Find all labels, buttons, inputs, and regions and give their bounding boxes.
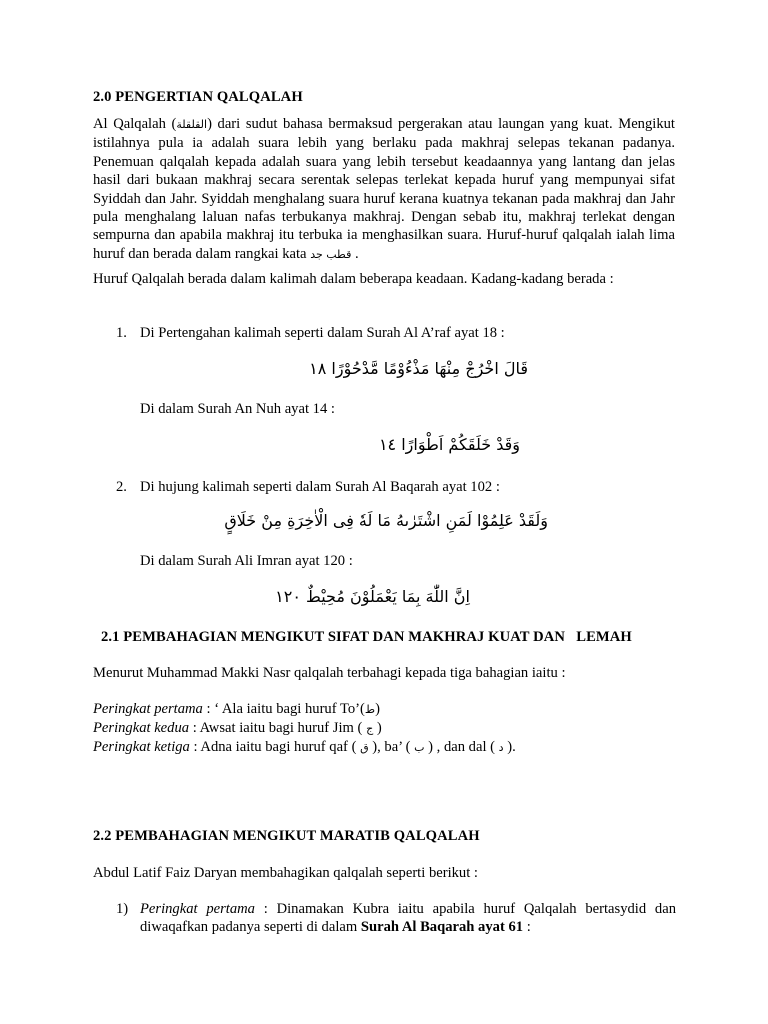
list-number: 1. <box>116 325 127 341</box>
level-letter: ق <box>360 741 369 754</box>
level-label: Peringkat pertama <box>140 901 255 917</box>
list-number: 2. <box>116 479 127 495</box>
list-item <box>116 900 676 937</box>
verse-al-baqarah-102: وَلَقَدْ عَلِمُوْا لَمَنِ اشْتَرٰىهُ مَا لَهٗ فِى الْاٰخِرَةِ مِنْ خَلَاقٍ <box>224 511 548 530</box>
p1-start: Al Qalqalah ( <box>93 116 177 132</box>
level-label: Peringkat ketiga <box>93 739 190 755</box>
p1-arabic-term: القلقلة <box>176 118 208 131</box>
verse-ali-imran-120: اِنَّ اللّٰهَ بِمَا يَعْمَلُوْنَ مُحِيْطٌ ۱۲۰ <box>275 587 470 606</box>
list-subtext: Di dalam Surah Ali Imran ayat 120 : <box>140 553 353 569</box>
list-item <box>116 324 676 342</box>
level-end: ). <box>503 739 516 755</box>
surah-reference: Surah Al Baqarah ayat 61 <box>360 919 524 936</box>
level-text: ), ba’ ( <box>368 739 415 755</box>
level-end: ) <box>375 701 380 717</box>
section-heading-2-1: 2.1 PEMBAHAGIAN MENGIKUT SIFAT DAN MAKHRAJ KUAT DAN LEMAH <box>101 629 632 645</box>
level-label: Peringkat kedua <box>93 720 190 736</box>
p1-body: ) dari sudut bahasa bermaksud pergerakan atau laungan yang kuat. Mengikut istilahnya pula ia adalah suara lebih yang berlaku pada makhraj selepas tekanan padanya. Penemuan qalqalah kepada adalah suara yang lebih tersebut keadaannya yang lantang dan jelas hasil dari bukaan makhraj secara serentak selepas terlekat kepada huruf yang mempunyai sifat Syiddah dan Jahr. Syiddah menghalang suara huruf kerana kuatnya tekanan pada makhraj dan Jahr pula menghalang laluan nafas terbukanya makhraj. Dengan sebab itu, makhraj terlekat dengan sempurna dan apabila makhraj itu terbuka ia menghasilkan suara. Huruf-huruf qalqalah ialah lima huruf dan berada dalam rangkai kata <box>93 116 675 262</box>
level-text: ) , dan dal ( <box>424 739 499 755</box>
level-end: ) <box>373 720 382 736</box>
verse-al-araf-18: قَالَ اخْرُجْ مِنْهَا مَذْءُوْمًا مَّدْحُوْرًا ۱۸ <box>309 359 528 378</box>
section-heading-2-0: 2.0 PENGERTIAN QALQALAH <box>93 89 303 105</box>
list-number: 1) <box>116 901 129 917</box>
list-subtext: Di dalam Surah An Nuh ayat 14 : <box>140 401 335 417</box>
level-line <box>93 700 675 719</box>
level-line <box>93 719 675 738</box>
list-text: Di Pertengahan kalimah seperti dalam Surah Al A’raf ayat 18 : <box>140 325 505 341</box>
level-line <box>93 738 675 757</box>
p1-end: . <box>351 245 359 262</box>
section-heading-2-2: 2.2 PEMBAHAGIAN MENGIKUT MARATIB QALQALAH <box>93 828 480 844</box>
list-item-body <box>140 900 676 937</box>
maratib-intro: Abdul Latif Faiz Daryan membahagikan qalqalah seperti berikut : <box>93 865 478 881</box>
level-letter: ج <box>366 722 374 735</box>
level-text: : Awsat iaitu bagi huruf Jim ( <box>189 720 367 736</box>
level-text: : ‘ Ala iaitu bagi huruf To’( <box>202 701 365 717</box>
list-text-end: : <box>523 919 531 936</box>
level-text: : Adna iaitu bagi huruf qaf ( <box>189 739 361 755</box>
level-letter: ط <box>364 703 376 716</box>
states-paragraph: Huruf Qalqalah berada dalam kalimah dalam beberapa keadaan. Kadang-kadang berada : <box>93 271 614 287</box>
verse-an-nuh-14: وَقَدْ خَلَقَكُمْ اَطْوَارًا ۱٤ <box>378 435 520 454</box>
level-letter: ب <box>414 741 425 754</box>
list-text: Di hujung kalimah seperti dalam Surah Al Baqarah ayat 102 : <box>140 479 500 495</box>
level-letter: د <box>498 741 504 754</box>
list-item <box>116 478 676 496</box>
list-text: : Dinamakan Kubra iaitu apabila huruf Qalqalah bertasydid dan diwaqafkan padanya seperti di dalam <box>140 901 676 936</box>
level-label: Peringkat pertama <box>93 701 203 717</box>
definition-paragraph <box>93 115 675 264</box>
classification-intro: Menurut Muhammad Makki Nasr qalqalah terbahagi kepada tiga bahagian iaitu : <box>93 665 566 681</box>
p1-arabic-letters: قطب جد <box>310 247 352 261</box>
